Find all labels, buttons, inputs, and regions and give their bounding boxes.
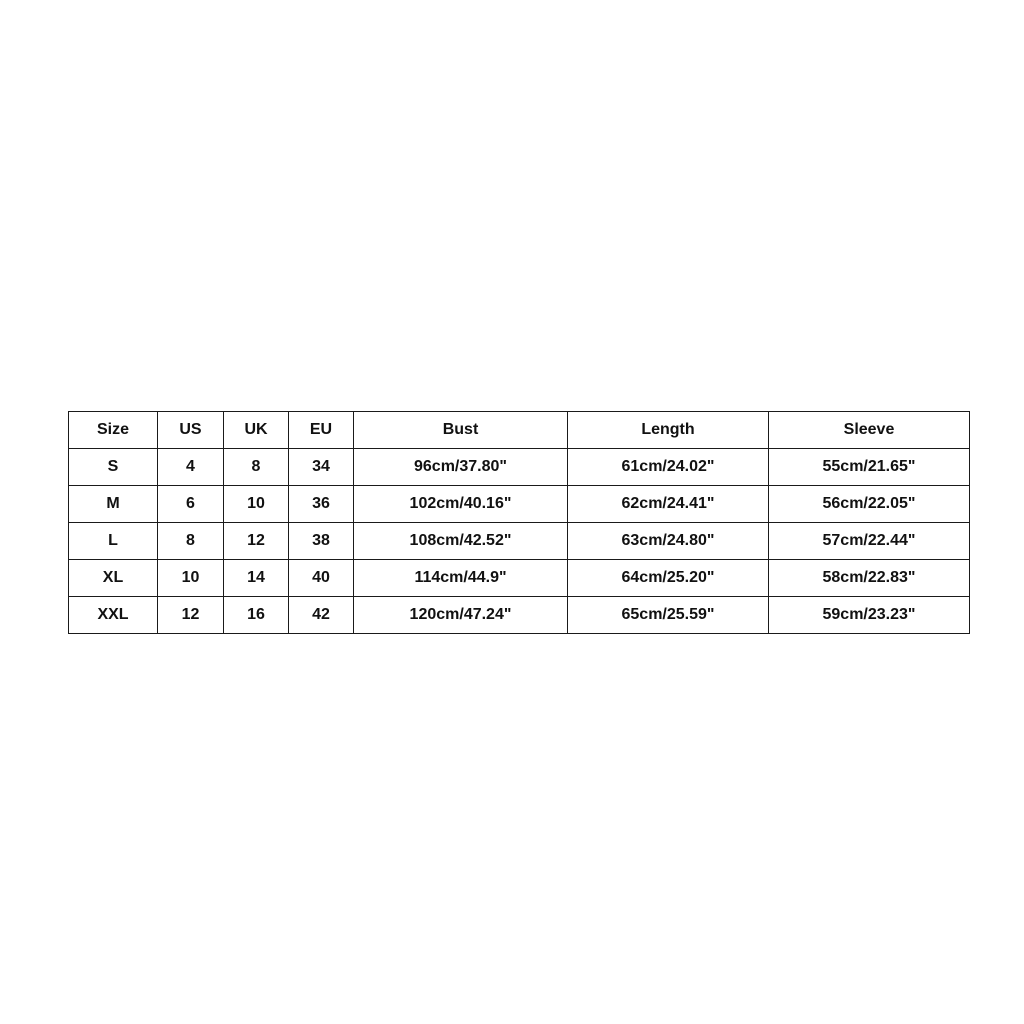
cell-sleeve: 58cm/22.83" xyxy=(769,560,970,597)
size-chart-table xyxy=(68,411,970,634)
table-row xyxy=(69,560,970,597)
cell-size: L xyxy=(69,523,158,560)
table-header-row xyxy=(69,412,970,449)
cell-sleeve: 55cm/21.65" xyxy=(769,449,970,486)
cell-length: 62cm/24.41" xyxy=(568,486,769,523)
cell-length: 65cm/25.59" xyxy=(568,597,769,634)
cell-size: M xyxy=(69,486,158,523)
header-length: Length xyxy=(568,412,769,449)
table-row xyxy=(69,449,970,486)
cell-bust: 108cm/42.52" xyxy=(354,523,568,560)
cell-size: XL xyxy=(69,560,158,597)
cell-us: 8 xyxy=(158,523,224,560)
cell-bust: 102cm/40.16" xyxy=(354,486,568,523)
cell-bust: 96cm/37.80" xyxy=(354,449,568,486)
cell-uk: 8 xyxy=(224,449,289,486)
header-sleeve: Sleeve xyxy=(769,412,970,449)
header-eu: EU xyxy=(289,412,354,449)
cell-length: 61cm/24.02" xyxy=(568,449,769,486)
cell-size: XXL xyxy=(69,597,158,634)
cell-bust: 120cm/47.24" xyxy=(354,597,568,634)
header-us: US xyxy=(158,412,224,449)
header-uk: UK xyxy=(224,412,289,449)
cell-eu: 38 xyxy=(289,523,354,560)
cell-bust: 114cm/44.9" xyxy=(354,560,568,597)
cell-us: 10 xyxy=(158,560,224,597)
cell-sleeve: 59cm/23.23" xyxy=(769,597,970,634)
header-bust: Bust xyxy=(354,412,568,449)
cell-sleeve: 57cm/22.44" xyxy=(769,523,970,560)
table-row xyxy=(69,523,970,560)
cell-uk: 12 xyxy=(224,523,289,560)
cell-uk: 10 xyxy=(224,486,289,523)
cell-eu: 40 xyxy=(289,560,354,597)
cell-uk: 16 xyxy=(224,597,289,634)
cell-us: 4 xyxy=(158,449,224,486)
header-size: Size xyxy=(69,412,158,449)
cell-uk: 14 xyxy=(224,560,289,597)
cell-sleeve: 56cm/22.05" xyxy=(769,486,970,523)
cell-length: 64cm/25.20" xyxy=(568,560,769,597)
cell-eu: 34 xyxy=(289,449,354,486)
cell-eu: 36 xyxy=(289,486,354,523)
cell-size: S xyxy=(69,449,158,486)
cell-us: 6 xyxy=(158,486,224,523)
cell-length: 63cm/24.80" xyxy=(568,523,769,560)
table-row xyxy=(69,486,970,523)
table-row xyxy=(69,597,970,634)
cell-us: 12 xyxy=(158,597,224,634)
cell-eu: 42 xyxy=(289,597,354,634)
